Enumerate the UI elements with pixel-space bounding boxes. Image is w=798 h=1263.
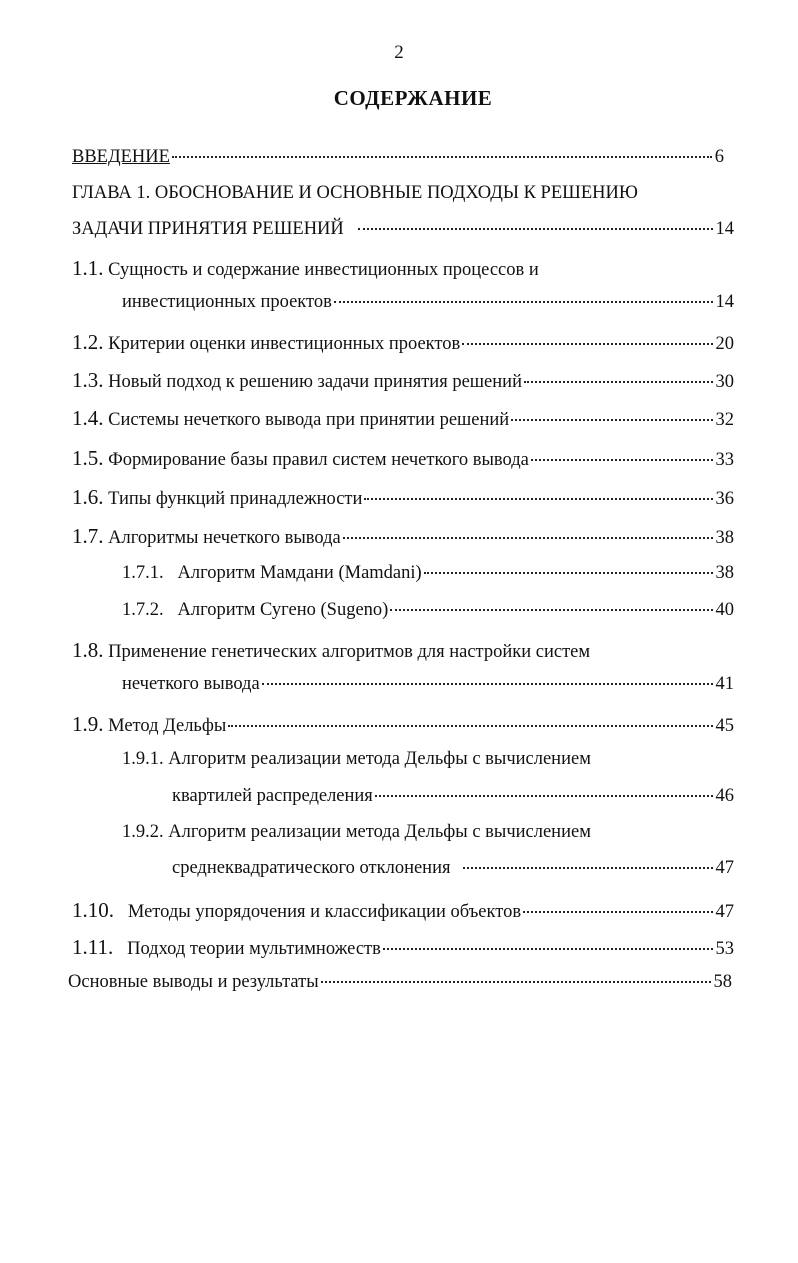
toc-label: ВВЕДЕНИЕ: [72, 147, 170, 167]
toc-page-number: 58: [713, 972, 732, 992]
toc-label: квартилей распределения: [172, 786, 373, 806]
section-number: 1.7.2.: [122, 600, 164, 620]
toc-page-number: 53: [715, 939, 734, 959]
toc-entry-1-5[interactable]: [72, 446, 734, 471]
toc-entry-intro[interactable]: [72, 147, 724, 168]
toc-label: Критерии оценки инвестиционных проектов: [108, 334, 461, 354]
section-number: 1.5.: [72, 446, 104, 470]
toc-entry-1-2[interactable]: [72, 330, 734, 355]
toc-label: Формирование базы правил систем нечеткого вывода: [108, 450, 529, 470]
toc-entry-1-7-1[interactable]: [122, 563, 734, 584]
toc-label: Подход теории мультимножеств: [127, 939, 381, 959]
toc-entry-1-11[interactable]: [72, 935, 734, 960]
toc-page-number: 45: [715, 716, 734, 736]
toc-page-number: 14: [715, 219, 734, 239]
toc-entry-1-8-line1[interactable]: [72, 638, 590, 663]
toc-entry-1-8[interactable]: [122, 674, 734, 695]
toc-entry-1-10[interactable]: [72, 898, 734, 923]
dot-leader: [531, 459, 713, 461]
section-number: 1.8.: [72, 638, 104, 662]
section-number: 1.1.: [72, 256, 104, 280]
dot-leader: [228, 725, 712, 727]
toc-page-number: 6: [714, 147, 724, 167]
toc-entry-1-7[interactable]: [72, 524, 734, 549]
toc-page-number: 40: [715, 600, 734, 620]
dot-leader: [424, 572, 713, 574]
toc-page-number: 41: [715, 674, 734, 694]
dot-leader: [511, 419, 712, 421]
toc-label: Алгоритм Сугено (Sugeno): [177, 600, 389, 620]
section-number: 1.2.: [72, 330, 104, 354]
section-number: 1.9.1.: [122, 749, 164, 769]
dot-leader: [321, 981, 711, 983]
toc-page-number: 38: [715, 563, 734, 583]
toc-page-number: 20: [715, 334, 734, 354]
toc-label: Методы упорядочения и классификации объектов: [127, 902, 522, 922]
dot-leader: [462, 343, 712, 345]
page-title: СОДЕРЖАНИЕ: [333, 86, 493, 110]
toc-entry-1-1-line1[interactable]: [72, 256, 539, 281]
section-number: 1.9.: [72, 712, 104, 736]
dot-leader: [463, 867, 713, 869]
toc-label: Алгоритм Мамдани (Mamdani): [177, 563, 422, 583]
toc-entry-chapter1[interactable]: [72, 219, 734, 240]
section-number: 1.4.: [72, 406, 104, 430]
toc-label: Метод Дельфы: [108, 716, 227, 736]
dot-leader: [523, 911, 712, 913]
page-number: 2: [394, 42, 404, 63]
toc-label: Основные выводы и результаты: [68, 972, 319, 992]
toc-entry-1-9-2-line1[interactable]: [122, 822, 591, 843]
dot-leader: [364, 498, 712, 500]
section-number: 1.7.1.: [122, 563, 164, 583]
section-number: 1.3.: [72, 368, 104, 392]
toc-entry-1-9-1-line1[interactable]: [122, 749, 591, 770]
toc-label: Новый подход к решению задачи принятия решений: [108, 372, 522, 392]
toc-entry-1-9-2[interactable]: [172, 858, 734, 879]
toc-entry-1-9[interactable]: [72, 712, 734, 737]
toc-label: Применение генетических алгоритмов для настройки систем: [108, 642, 591, 662]
dot-leader: [375, 795, 713, 797]
section-number: 1.6.: [72, 485, 104, 509]
toc-label: ЗАДАЧИ ПРИНЯТИЯ РЕШЕНИЙ: [72, 219, 344, 239]
toc-page-number: 30: [715, 372, 734, 392]
dot-leader: [334, 301, 713, 303]
toc-entry-1-9-1[interactable]: [172, 786, 734, 807]
section-number: 1.10.: [72, 898, 114, 922]
toc-label: инвестиционных проектов: [122, 292, 332, 312]
toc-label: нечеткого вывода: [122, 674, 260, 694]
section-number: 1.11.: [72, 935, 114, 959]
toc-page-number: 47: [715, 902, 734, 922]
toc-entry-1-7-2[interactable]: [122, 600, 734, 621]
toc-label: Сущность и содержание инвестиционных процессов и: [108, 260, 539, 280]
dot-leader: [358, 228, 713, 230]
dot-leader: [172, 156, 712, 158]
toc-page-number: 14: [715, 292, 734, 312]
section-number: 1.7.: [72, 524, 104, 548]
toc-label: Алгоритм реализации метода Дельфы с вычислением: [168, 749, 591, 769]
toc-label: среднеквадратического отклонения: [172, 858, 451, 878]
toc-label: Типы функций принадлежности: [108, 489, 363, 509]
toc-page-number: 47: [715, 858, 734, 878]
dot-leader: [262, 683, 713, 685]
dot-leader: [524, 381, 713, 383]
toc-label: Алгоритм реализации метода Дельфы с вычислением: [168, 822, 591, 842]
toc-chapter-title-line1[interactable]: ГЛАВА 1. ОБОСНОВАНИЕ И ОСНОВНЫЕ ПОДХОДЫ К РЕШЕНИЮ: [72, 183, 638, 203]
toc-entry-1-1[interactable]: [122, 292, 734, 313]
toc-page-number: 36: [715, 489, 734, 509]
toc-label: Системы нечеткого вывода при принятии решений: [108, 410, 510, 430]
dot-leader: [383, 948, 713, 950]
dot-leader: [390, 609, 712, 611]
toc-entry-1-6[interactable]: [72, 485, 734, 510]
toc-entry-1-4[interactable]: [72, 406, 734, 431]
toc-entry-conclusions[interactable]: [68, 972, 732, 993]
dot-leader: [343, 537, 713, 539]
toc-page-number: 32: [715, 410, 734, 430]
toc-entry-1-3[interactable]: [72, 368, 734, 393]
toc-label: Алгоритмы нечеткого вывода: [108, 528, 341, 548]
toc-page-number: 33: [715, 450, 734, 470]
section-number: 1.9.2.: [122, 822, 164, 842]
toc-page-number: 46: [715, 786, 734, 806]
toc-page-number: 38: [715, 528, 734, 548]
